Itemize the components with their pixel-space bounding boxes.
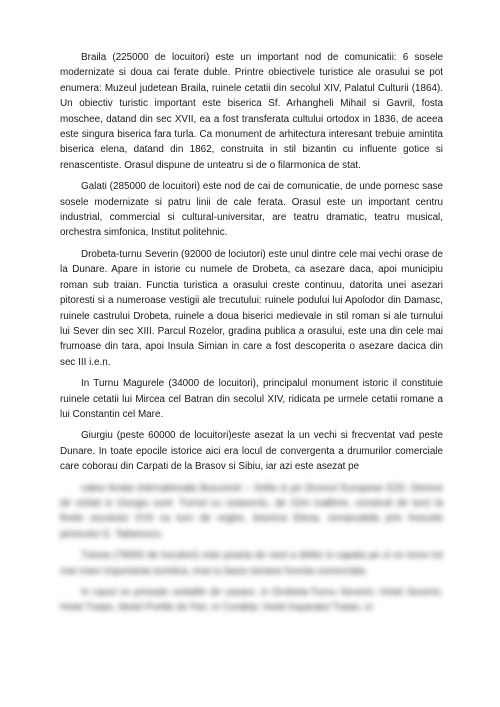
paragraph-galati: Galati (285000 de locuitori) este nod de cai de comunicatie, de unde pornesc sase sosele modernizate si patru linii de cale ferata. Orasul este un important centru industrial, commercial si cultural-universitar, are teatru dramatic, teatru musical, orchestra simfonica, Institut politehnic. [60,181,443,239]
paragraph-drobeta: Drobeta-turnu Severin (92000 de lociutori) este unul dintre cele mai vechi orase de la Dunare. Apare in istorie cu numele de Drobeta, ca asezare daca, apoi municipiu roman sub traian. Functia turistica a orasului creste continuu, datorita unei asezari pitoresti si a numeroase vestigii ale trecutului: ruinele podului lui Apolodor din Damasc, ruinele castrului Drobeta, ruinele a doua biserici medievale in stil roman si ale turnului lui Sever din sec XIII. Parcul Rozelor, gradina publica a orasului, este una din cele mai frumoase din tara, apoi Insula Simian in care a fost descoperita o asezare dacica din sec III i.e.n. [60,248,443,368]
paragraph-giurgiu: Giurgiu (peste 60000 de locuitori)este asezat la un vechi si frecventat vad peste Dunare. In toate epocile istorice aici era locul de convergenta a drumurilor comerciale care coborau din Carpati de la Brasov si Sibiu, iar azi este asezat pe [60,430,443,473]
blurred-paragraph-tulcea: Tulcea (78000 de locuitori) este poarta de vest a deltei si capata pe zi ce trece tot mai mare importanta turistica, insa tu baza ramane functia comerciala. [60,550,443,577]
blurred-paragraph-accommodation: In cazul ce privește unitatile de cazare, in Drobeta-Turnu Severin: Hotel Severin, Hotel Traian, Motel Portile de Fier, in Corabia: Hotel Imparatul Traian, in [60,587,443,614]
paragraph-turnu-magurele: In Turnu Magurele (34000 de locuitori), principalul monument istoric il constituie ruinele cetatii lui Mircea cel Batran din secolul XIV, ridicata pe urmele cetatii romane a lui Constantin cel Mare. [60,378,443,420]
document-body [60,50,443,622]
paragraph-braila: Braila (225000 de locuitori) este un important nod de comunicatii: 6 sosele modernizate si doua cai ferate duble. Printre obiectivele turistice ale orasului se pot enumera: Muzeul judetean Braila, ruinele cetatii din secolul XIV, Palatul Culturii (1864). Un obiectiv turistic important este biserica Sf. Arhangheli Mihail si Gavril, fosta moschee, datand din sec XVII, ea a fost transferata cultului ortodox in 1836, de aceea este singura biserica fara turla. Ca monument de arhitectura interesant trebuie amintita biserica elena, datand din 1862, construita in stil bizantin cu influente gotice si renascentiste. Orasul dispune de unteatru si de o filarmonica de stat. [60,52,443,171]
blurred-paragraph-giurgiu-continued: calea ferata internationala Bucuresti – Sofia si pe Drumul European E20. Demne de vizitat in Giurgiu sunt: Turnul cu ceasornic, de 22m inaltime, construit de turci la finele secolului XVII ca turn de veghe, biserica Elena, remarcabila prin frescele pictorului G. Tattarescu. [60,482,443,540]
